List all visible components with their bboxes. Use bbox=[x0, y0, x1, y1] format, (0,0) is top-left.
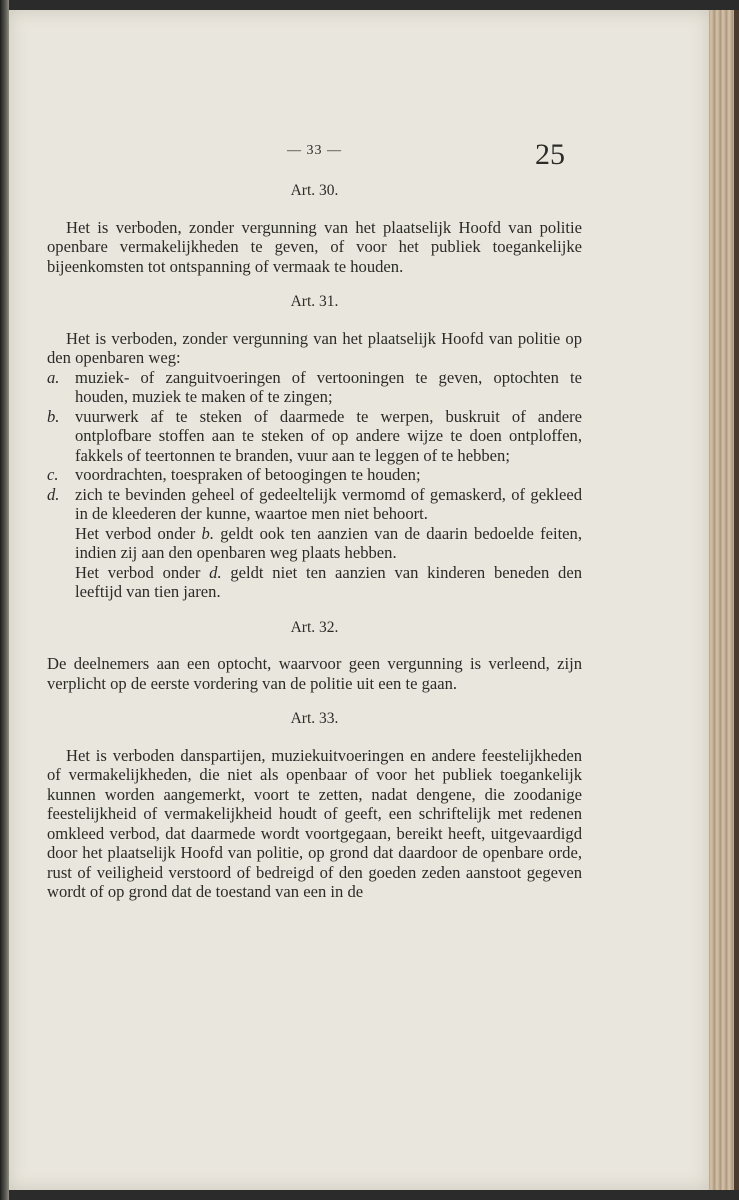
article-30-heading: Art. 30. bbox=[290, 182, 339, 199]
note-marker: d. bbox=[209, 562, 222, 582]
article-31-item-c bbox=[47, 465, 582, 485]
article-32-text: De deelnemers aan een optocht, waarvoor geen vergunning is verleend, zijn verplicht op de eerste vordering van de politie uit een te gaan. bbox=[47, 654, 582, 693]
page-body bbox=[47, 181, 582, 902]
original-page-number: — 33 — bbox=[287, 143, 342, 158]
item-text: voordrachten, toespraken of betoogingen te houden; bbox=[75, 465, 421, 484]
note-text: Het verbod onder bbox=[75, 562, 210, 582]
article-31-note-b bbox=[47, 524, 582, 563]
note-marker: b. bbox=[201, 523, 214, 543]
book-spine bbox=[0, 0, 9, 1200]
item-marker: a. bbox=[47, 367, 60, 387]
item-marker: d. bbox=[47, 484, 60, 504]
page-number: 25 bbox=[535, 138, 565, 171]
article-31-heading: Art. 31. bbox=[290, 293, 339, 310]
article-33-heading: Art. 33. bbox=[290, 710, 339, 727]
item-text: muziek- of zanguitvoeringen of vertooningen te geven, optochten te houden, muziek te maken of te zingen; bbox=[75, 367, 582, 406]
item-text: zich te bevinden geheel of gedeeltelijk vermomd of gemaskerd, of gekleed in de kleederen der kunne, waartoe men niet behoort. bbox=[75, 484, 582, 523]
article-31-item-d bbox=[47, 485, 582, 524]
article-32-heading: Art. 32. bbox=[290, 618, 339, 636]
item-marker: c. bbox=[47, 465, 59, 484]
article-31-item-b bbox=[47, 407, 582, 466]
article-31-item-a bbox=[47, 368, 582, 407]
article-33-text: Het is verboden danspartijen, muziekuitvoeringen en andere feestelijkheden of vermakelijkheden, die niet als openbaar of voor het publiek toegankelijk kunnen worden aangemerkt, voort te zetten, nadat dengene, die zoodanige feestelijkheid of vermakelijkheid houdt of geeft, een schriftelijk met redenen omkleed verbod, dat daarmede wordt voortgegaan, bereikt heeft, uitgevaardigd door het plaatselijk Hoofd van politie, op grond dat daardoor de openbare orde, rust of veiligheid verstoord of bedreigd of den goeden zeden aanstoot gegeven wordt of op grond dat de toestand van een in de bbox=[47, 745, 582, 901]
book-cover-edge bbox=[734, 10, 739, 1190]
page-header bbox=[9, 138, 709, 173]
article-31-note-d bbox=[47, 563, 582, 602]
note-text: geldt ook ten aanzien van de daarin bedoelde feiten, indien zij aan den openbaren weg plaats hebben. bbox=[75, 523, 582, 562]
article-30-text: Het is verboden, zonder vergunning van het plaatselijk Hoofd van politie openbare vermakelijkheden te geven, of voor het publiek toegankelijke bijeenkomsten tot ontspanning of vermaak te houden. bbox=[47, 217, 582, 276]
item-marker: b. bbox=[47, 406, 60, 426]
note-text: Het verbod onder bbox=[75, 523, 202, 543]
item-text: vuurwerk af te steken of daarmede te werpen, buskruit of andere ontplofbare stoffen aan te steken of op andere wijze te doen ontploffen, fakkels of teertonnen te branden, vuur aan te leggen of te hebben; bbox=[75, 406, 582, 465]
note-text: geldt niet ten aanzien van kinderen beneden den leeftijd van tien jaren. bbox=[75, 562, 583, 601]
article-31-intro: Het is verboden, zonder vergunning van het plaatselijk Hoofd van politie op den openbaren weg: bbox=[47, 328, 582, 367]
